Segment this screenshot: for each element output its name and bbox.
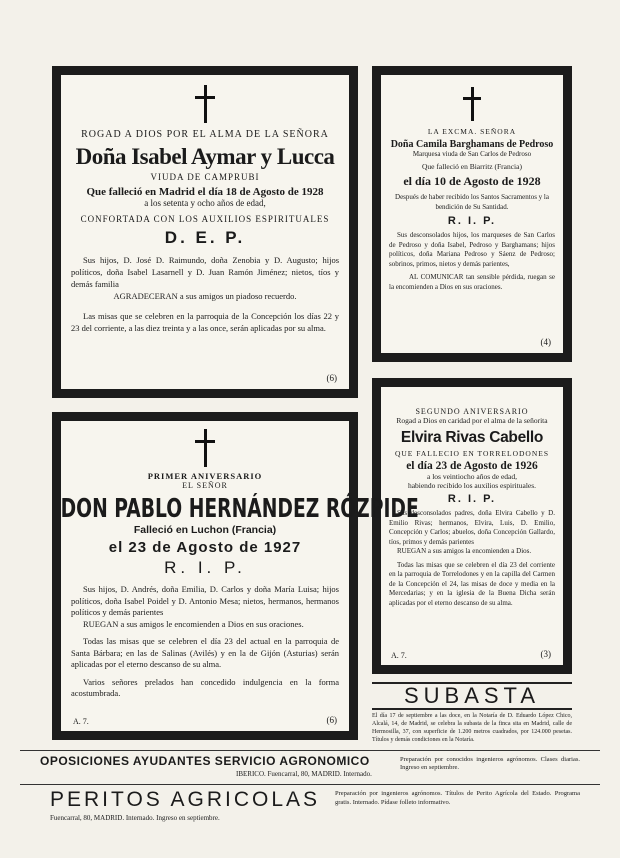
family-text: Sus hijos, D. Andrés, doña Emilia, D. Carlos y doña María Luisa; hijos políticos, doña Isabel Poidel y D. Antonio Mesa; nietos, hermanos, hermanos políticos y demás parientes: [71, 584, 339, 617]
masses-text: Las misas que se celebren en la parroquia de la Concepción los días 22 y 23 del corriente, a las diez treinta y a las once, serán aplicadas por su alma.: [71, 311, 339, 333]
deceased-title: Marquesa viuda de San Carlos de Pedroso: [412, 150, 532, 158]
cross-icon: [195, 85, 215, 123]
masses-text: Todas las misas que se celebren el día 23 del actual en la parroquia de Santa Bárbara; en las de Salinas (Avilés) y en la de Gijón (Asturias) serán aplicadas por el eterno descanso de su alma.: [71, 636, 339, 669]
ad-reference: (6): [326, 373, 337, 383]
ad-reference: (3): [540, 649, 551, 659]
death-date: el día 23 de Agosto de 1926: [406, 460, 538, 472]
divider: [20, 784, 600, 785]
oposiciones-sub: IBERICO. Fuencarral, 80, MADRID. Internado.: [236, 770, 372, 778]
thanks-text: AGRADECERAN a sus amigos un piadoso recuerdo.: [113, 291, 297, 301]
anniversary-hernandez: [52, 412, 419, 740]
subasta-title: SUBASTA: [372, 682, 572, 710]
death-place: Falleció en Luchon (Francia): [133, 524, 277, 536]
anniversary-label: SEGUNDO ANIVERSARIO: [415, 407, 529, 416]
peritos-sub: Fuencarral, 80, MADRID. Internado. Ingreso en septiembre.: [50, 814, 220, 822]
ad-reference-left: A. 7.: [391, 651, 407, 660]
death-line: Que falleció en Madrid el día 18 de Agosto de 1928: [86, 186, 324, 198]
oposiciones-ad: [40, 754, 580, 784]
subasta-ad: [372, 682, 572, 744]
family-text: Sus desconsolados padres, doña Elvira Cabello y D. Emilio Rivas; hermanos, Elvira, Luis, D. Emilio, Concepción y Carlos; abuelos, doña Concepción Gallardo, tíos, primos y demás parientes: [389, 509, 555, 546]
sacraments-text: Después de haber recibido los Santos Sacramentos y la bendición de Su Santidad.: [395, 193, 549, 211]
rip-line: R. I. P.: [447, 215, 497, 227]
deceased-title: EL SEÑOR: [182, 481, 228, 490]
confort-line: CONFORTADA CON LOS AUXILIOS ESPIRITUALES: [80, 214, 330, 224]
age-line: a los setenta y ocho años de edad,: [144, 198, 266, 208]
death-date: el 23 de Agosto de 1927: [108, 539, 302, 556]
peritos-title: PERITOS AGRICOLAS: [50, 788, 321, 811]
deceased-title: VIUDA DE CAMPRUBI: [150, 172, 260, 182]
oposiciones-title: OPOSICIONES AYUDANTES SERVICIO AGRONOMICO: [40, 754, 370, 768]
deceased-name: Doña Camila Barghamans de Pedroso: [390, 139, 554, 150]
oposiciones-right: Preparación por conocidos ingenieros agrónomos. Clases diarias. Ingreso en septiembre.: [400, 756, 580, 771]
deceased-name: DON PABLO HERNÁNDEZ RÓZPIDE: [60, 494, 419, 524]
divider: [20, 750, 600, 751]
dep-line: D. E. P.: [164, 228, 246, 247]
request-text: RUEGAN a sus amigos le encomienden a Dios en sus oraciones.: [83, 618, 304, 629]
cross-icon: [195, 429, 215, 467]
deceased-name: Doña Isabel Aymar y Lucca: [75, 144, 335, 169]
family-text: Sus hijos, D. José D. Raimundo, doña Zenobia y D. Augusto; hijos políticos, doña Isabel Lasarnell y D. Juan Ramón Jiménez; nietos, tíos y demás familia: [71, 255, 339, 289]
obituary-header: ROGAD A DIOS POR EL ALMA DE LA SEÑORA: [81, 129, 329, 140]
cross-icon: [463, 87, 481, 121]
rip-line: R. I. P.: [164, 558, 246, 577]
ad-reference: (6): [326, 715, 337, 725]
obituary-barghamans: [372, 66, 572, 362]
death-place: QUE FALLECIO EN TORRELODONES: [394, 449, 550, 458]
masses-text: Todas las misas que se celebren el día 23 del corriente en la parroquia de Torrelodones y en la capilla del Carmen de la Concepción el 24, las misas de doce y media en la Mercedarias; y en la iglesia de la Buena Dicha serán aplicadas por el eterno descanso de su alma.: [389, 560, 555, 607]
prayer-text: Rogad a Dios en caridad por el alma de la señorita: [396, 416, 548, 425]
request-text: AL COMUNICAR tan sensible pérdida, ruegan se la encomienden a Dios en sus oraciones.: [389, 273, 555, 291]
death-date: el día 10 de Agosto de 1928: [403, 174, 541, 188]
anniversary-rivas: [372, 378, 572, 674]
deceased-name: Elvira Rivas Cabello: [400, 429, 544, 446]
rip-line: R. I. P.: [447, 493, 497, 505]
ad-reference: (4): [540, 337, 551, 347]
sacraments-text: habiendo recibido los auxilios espirituales.: [407, 481, 537, 490]
request-text: RUEGAN a sus amigos la encomienden a Dios.: [397, 547, 532, 555]
peritos-right: Preparación por ingenieros agrónomos. Títulos de Perito Agrícola del Estado. Programa gratis. Internado. Pídase folleto informativo.: [335, 790, 580, 806]
ad-reference-left: A. 7.: [73, 717, 89, 726]
death-place: Que falleció en Biarritz (Francia): [422, 162, 522, 171]
family-text: Sus desconsolados hijos, los marqueses de San Carlos de Pedroso y doña Isabel, Pedroso y Barghamans; hijos políticos, doña Mariana Pedroso y Sáenz de Pedroso; sobrinos, primos, nietos y demás parientes,: [389, 231, 555, 268]
obituary-header: LA EXCMA. SEÑORA: [427, 127, 517, 136]
age-line: a los veintiocho años de edad,: [427, 472, 517, 481]
obituary-aymar: [52, 66, 358, 398]
subasta-text: El día 17 de septiembre a las doce, en la Notaría de D. Eduardo López Chico, Alcalá, 14, de Madrid, se celebra la subasta de la finca sita en Madrid, calle de Hermosilla, 37, con superficie de 1.200 metros cuadrados, por 124.000 pesetas. Títulos y demás condiciones en la Notaría.: [372, 713, 572, 743]
indulgence-text: Varios señores prelados han concedido indulgencia en la forma acostumbrada.: [71, 676, 339, 698]
peritos-ad: [50, 788, 580, 834]
anniversary-label: PRIMER ANIVERSARIO: [147, 471, 263, 481]
